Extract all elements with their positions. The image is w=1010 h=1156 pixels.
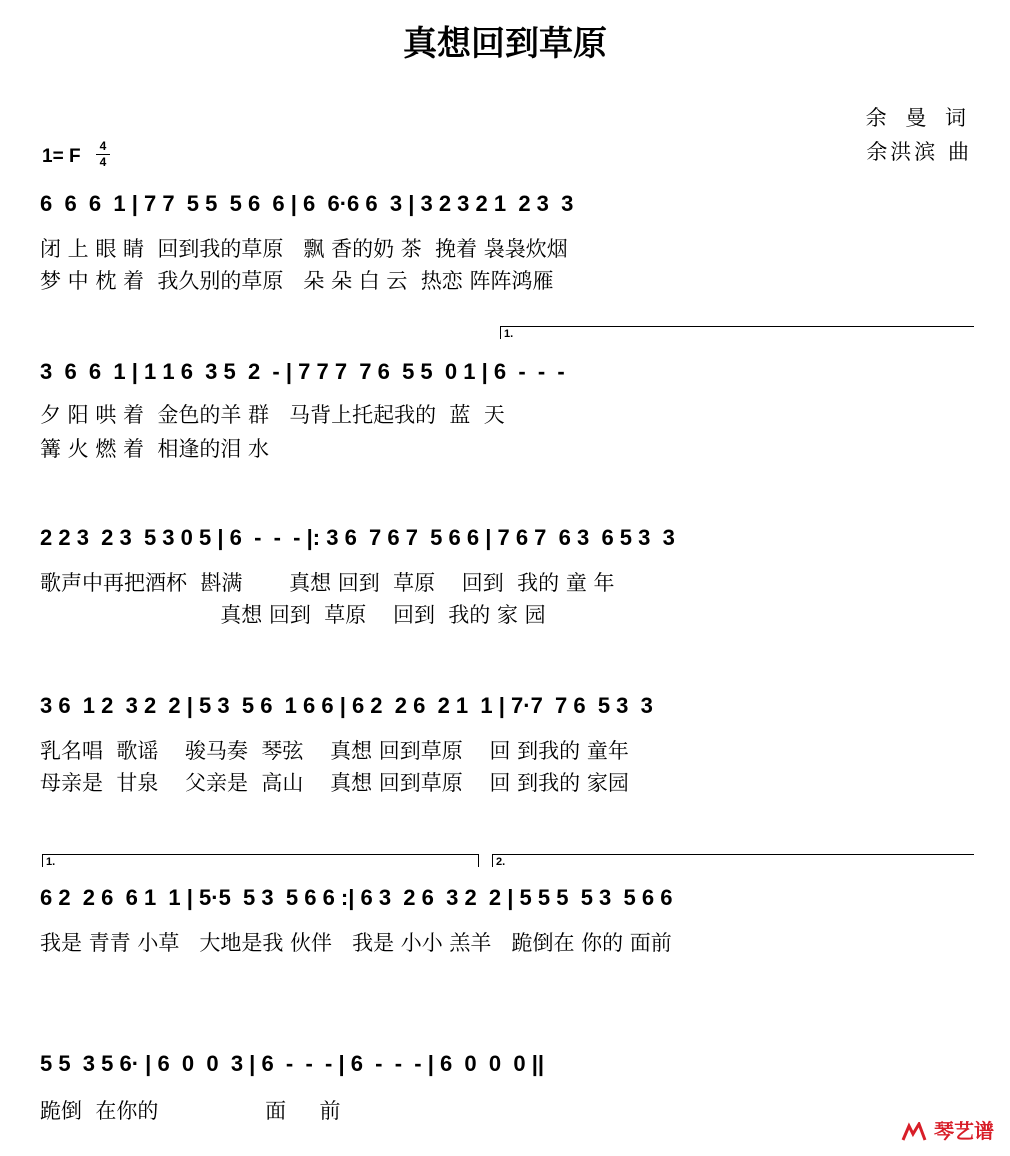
lyricist-credit: 余 曼 词 bbox=[865, 106, 972, 130]
key-signature: 1= F bbox=[42, 146, 81, 167]
lyric-row-1-verse-2: 梦 中 枕 着 我久别的草原 朵 朵 白 云 热恋 阵阵鸿雁 bbox=[40, 269, 554, 293]
qinyipu-logo-icon bbox=[901, 1122, 927, 1144]
lyric-row-4-verse-2: 母亲是 甘泉 父亲是 高山 真想 回到草原 回 到我的 家园 bbox=[40, 771, 629, 795]
notation-row-5: 6 2 2 6 6 1 1 | 5·5 5 3 5 6 6 :| 6 3 2 6 3 2 2 | 5 5 5 5 3 5 6 6 bbox=[40, 885, 673, 910]
notation-row-2: 3 6 6 1 | 1 1 6 3 5 2 - | 7 7 7 7 6 5 5 0 1 | 6 - - - bbox=[40, 359, 565, 384]
lyric-row-5: 我是 青青 小草 大地是我 伙伴 我是 小小 羔羊 跪倒在 你的 面前 bbox=[40, 931, 672, 955]
song-title: 真想回到草原 bbox=[403, 24, 607, 64]
watermark-text: 琴艺谱 bbox=[934, 1119, 994, 1143]
composer-credit: 余洪滨 曲 bbox=[866, 140, 972, 164]
lyric-row-4-verse-1: 乳名唱 歌谣 骏马奏 琴弦 真想 回到草原 回 到我的 童年 bbox=[40, 739, 629, 763]
lyric-row-6: 跪倒 在你的 面 前 bbox=[40, 1099, 341, 1123]
watermark-logo bbox=[901, 1115, 994, 1144]
lyric-row-3-verse-2: 真想 回到 草原 回到 我的 家 园 bbox=[40, 603, 546, 627]
time-signature-top: 4 bbox=[99, 139, 107, 153]
notation-row-3: 2 2 3 2 3 5 3 0 5 | 6 - - - |: 3 6 7 6 7 5 6 6 | 7 6 7 6 3 6 5 3 3 bbox=[40, 525, 675, 550]
lyric-row-1-verse-1: 闭 上 眼 睛 回到我的草原 飘 香的奶 茶 挽着 袅袅炊烟 bbox=[40, 237, 568, 261]
time-signature bbox=[96, 140, 110, 169]
lyric-row-3-verse-1: 歌声中再把酒杯 斟满 真想 回到 草原 回到 我的 童 年 bbox=[40, 571, 615, 595]
notation-row-1: 6 6 6 1 | 7 7 5 5 5 6 6 | 6 6·6 6 3 | 3 2 3 2 1 2 3 3 bbox=[40, 191, 574, 216]
ending-bracket-1: 1. bbox=[500, 326, 974, 339]
notation-row-4: 3 6 1 2 3 2 2 | 5 3 5 6 1 6 6 | 6 2 2 6 2 1 1 | 7·7 7 6 5 3 3 bbox=[40, 693, 653, 718]
time-signature-bottom: 4 bbox=[99, 155, 107, 169]
lyric-row-2-verse-2: 篝 火 燃 着 相逢的泪 水 bbox=[40, 437, 270, 461]
ending-bracket-2: 2. bbox=[492, 854, 974, 867]
notation-row-6: 5 5 3 5 6· | 6 0 0 3 | 6 - - - | 6 - - - | 6 0 0 0 || bbox=[40, 1051, 545, 1076]
lyric-row-2-verse-1: 夕 阳 哄 着 金色的羊 群 马背上托起我的 蓝 天 bbox=[40, 403, 505, 427]
ending-bracket-1-second: 1. bbox=[42, 854, 479, 867]
